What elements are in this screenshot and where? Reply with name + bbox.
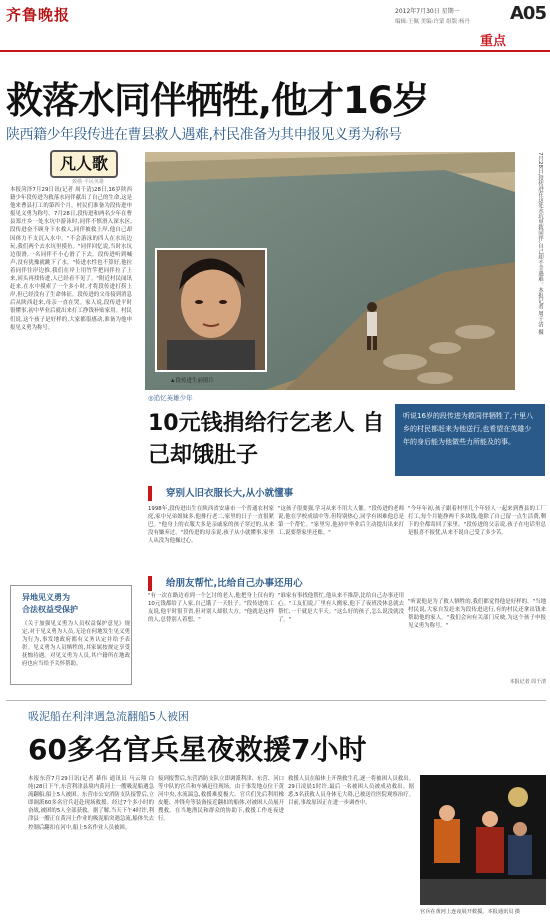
second-story-column-1: 本报东营7月29日讯(记者 綦伟 通讯员 马云翔 白纯)28日下午,东营利津县境内黄河上一艘吸泥船遇急流翻船,船上5人被困。东营市公安消防支队接警后,立即调派60多名官兵赶赴现场救援。经过7个多小时的奋战,被困的5人全部获救。据了解,当天下午4时许,利津县一艘正在黄河上作业的吸泥船突遇急流,船体失去控制后翻扣在河中,船上5名作业人员被困。 xyxy=(28,776,154,831)
section2-column-2: "谁家有事找他帮忙,他从来不推辞,比给自己办事还用心。"工友们说,厂里有人搬家,他下了夜班没休息就去帮忙,一干就是大半天。"这么好的孩子,怎么说没就没了。" xyxy=(278,593,404,624)
main-headline: 救落水同伴牺牲,他才16岁 xyxy=(6,79,429,122)
section-label: 重点 xyxy=(468,30,550,48)
column-badge-sub: 致敬·平民英雄 xyxy=(72,179,104,185)
section2-column-1: "有一次在路边看到一个乞讨的老人,他把身上仅有的10元钱都给了人家,自己饿了一天肚子。"段传进的工友说,他平时很节省,但对别人却很大方。"他就是这样的人,总替别人着想。" xyxy=(148,593,274,624)
column-badge: 凡人歌 xyxy=(50,150,118,178)
rescue-scene-image xyxy=(420,775,546,905)
second-story-kicker: 吸泥船在利津遇急流翻船5人被困 xyxy=(28,710,189,723)
section2-column-3: "听说他是为了救人牺牲的,我们都觉得他是好样的。"当地村民说,大家自发赶来为段传进送行,有的村民还拿出钱来帮助他的家人。"我们会向有关部门反映,为这个孩子申报见义勇为称号。" xyxy=(408,599,546,630)
sidebar-title: 异地见义勇为 合法权益受保护 xyxy=(22,593,78,614)
section-heading-1: 穿别人旧衣服长大,从小就懂事 xyxy=(148,486,348,501)
recollection-kicker: ◎追忆英雄少年 xyxy=(148,394,193,402)
section1-column-2: "这孩子很要强,学习从来不用大人催。"段传进的老师说,他在学校成绩中等,但特别热心,同学有困难他总是第一个帮忙。"家里穷,他初中毕业后主动提出出来打工,说要帮家里还账。" xyxy=(278,506,404,537)
main-subhead: 陕西籍少年段传进在曹县救人遇难,村民准备为其申报见义勇为称号 xyxy=(6,127,402,143)
newspaper-logo: 齐鲁晚报 xyxy=(6,6,71,24)
rescue-photo-caption: 官兵在黄河上连夜展开救援。本报通讯员 摄 xyxy=(420,909,521,915)
sidebar-body: 《关于加强见义勇为人员权益保护意见》规定,对于见义勇为人员,无论在何地发生见义勇为行为,事发地政府都有义务认定并给予表彰。见义勇为人员牺牲的,其家属按规定享受抚恤待遇。对见义勇为人员,其户籍所在地政府也应当给予关怀帮助。 xyxy=(22,621,130,668)
story-divider xyxy=(6,700,546,701)
editors-line: 编辑:王佩 美编:许蒙 组版:杨丹 xyxy=(395,19,471,25)
rescue-photo xyxy=(420,775,546,905)
section1-column-3: "今年年初,孩子跟着村里几个年轻人一起来到曹县的工厂打工,每个月能挣两千多块钱,他除了自己留一点生活费,剩下的全都寄回了家里。"段传进的父亲说,孩子在电话里总是报喜不报忧,从来不说自己受了多少苦。 xyxy=(408,506,546,537)
recollection-headline: 10元钱捐给行乞老人 自己却饿肚子 xyxy=(148,411,385,468)
second-story-column-2: 接到报警后,东营消防支队立即调派利津、东营、河口等中队的官兵和车辆赶往现场。由于事发地点位于黄河中央,水流湍急,救援难度极大。官兵们先后利用橡皮艇、冲锋舟等装备接近翻扣的船体,对被困人员展开搜救。在当地渔民和群众的协助下,救援工作连夜进行。 xyxy=(158,776,284,823)
section-heading-2: 给朋友帮忙,比给自己办事还用心 xyxy=(148,576,348,591)
main-story-body: 本报菏泽7月29日讯(记者 周千清)28日,16岁陕西籍少年段传进为救落水同伴献出了自己的生命,这是他来曹县打工的第四个月。村民们准备为段传进申报见义勇为称号。7月28日,段传进和两名少年在曹县郑庄乡一处水坑中游泳时,同伴不慎滑入深水区,段传进奋不顾身下水救人,同伴被救上岸,他自己却因体力不支沉入水中。"不会游泳的四人在水坑边玩,我们两个去水坑里摸鱼。"同伴回忆说,当时水坑边很滑,一名同伴不小心滑了下去。段传进听到喊声,没有犹豫就跳下了水。"传进水性也不算好,他拉着同伴往岸边推,我们在岸上用竹竿把同伴拉了上来,回头再找传进,人已经看不见了。"附近村民闻讯赶来,在水中摸索了一个多小时,才将段传进打捞上岸,但已经没有了生命体征。段传进的父母接到消息后从陕西赶来,母亲一直在哭。家人说,段传进平时很懂事,初中毕业后就出来打工挣钱补贴家用。村民们说,这个孩子是好样的,大家都很感动,准备为他申报见义勇为称号。 xyxy=(10,187,132,331)
boy-portrait-image xyxy=(157,250,265,370)
second-story-column-3: 救援人员在船体上开凿救生孔,逐一将被困人员救出。29日凌晨1时许,最后一名被困人员被成功救出。据悉,5名获救人员身体无大碍,已被送往医院观察治疗。目前,事故原因正在进一步调查中。 xyxy=(288,776,414,807)
pull-quote-box: 听说16岁的段传进为救同伴牺牲了,十里八乡的村民都赶来为他送行,也希望在英雄少年的身后能为他做些力所能及的事。 xyxy=(395,404,545,476)
date-line: 2012年7月30日 星期一 xyxy=(395,8,460,15)
inset-caption: ▲段传进生前照片 xyxy=(170,378,214,384)
byline-signature: 本报记者 周千清 xyxy=(509,679,546,685)
photo-caption: 7月28日,段传进在这处水坑里救同伴,自己却不幸遇难。本报记者 周千清 摄 xyxy=(537,152,543,335)
page-number: A05 xyxy=(510,3,546,24)
section1-column-1: 1998年,段传进出生在陕西省安康市一个普通农村家庭,家中兄弟姐妹多,他排行老二,家里的日子一直很紧巴。"他身上的衣服大多是亲戚家的孩子穿过的,从来没有嫌弃过。"段传进的母亲说,孩子从小就懂事,家里人从没为他操过心。 xyxy=(148,506,274,545)
second-story-headline: 60多名官兵星夜救援7小时 xyxy=(28,733,367,766)
header-rule xyxy=(0,50,550,52)
boy-portrait-photo xyxy=(155,248,267,372)
